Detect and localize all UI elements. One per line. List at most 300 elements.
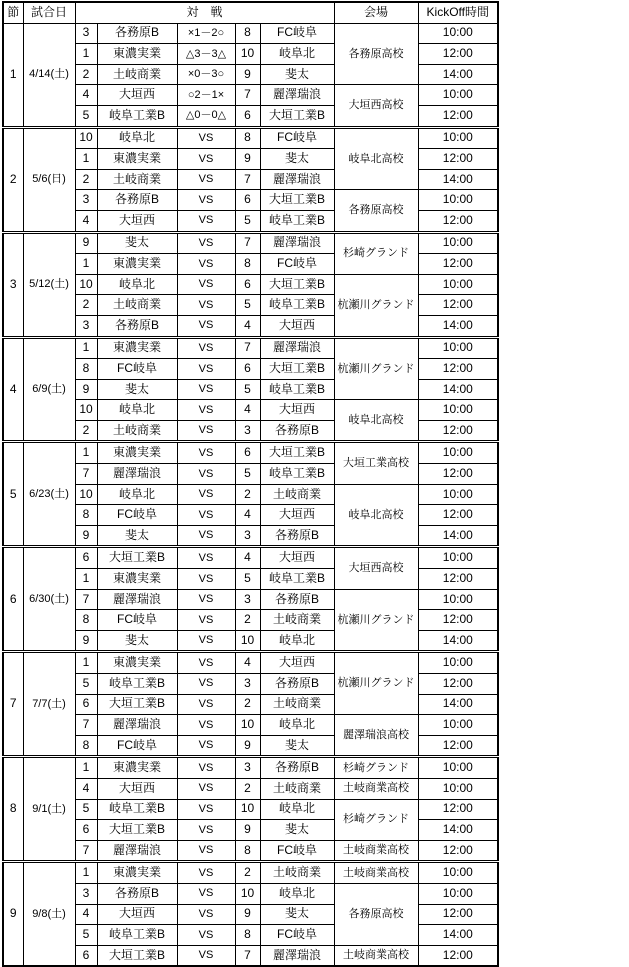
home-seed-cell: 1 — [75, 652, 97, 674]
vs-cell: VS — [177, 484, 235, 505]
vs-cell: VS — [177, 715, 235, 736]
match-date-cell: 5/12(土) — [23, 232, 75, 337]
away-seed-cell: 5 — [235, 379, 260, 400]
match-date-cell: 7/7(土) — [23, 652, 75, 757]
match-row — [3, 630, 498, 652]
home-seed-cell: 4 — [75, 904, 97, 925]
venue-cell: 杉崎グランド — [334, 232, 418, 274]
kickoff-time-cell: 12:00 — [418, 945, 498, 966]
away-team-cell: 大垣西 — [260, 505, 334, 526]
home-seed-cell: 1 — [75, 862, 97, 884]
vs-cell: VS — [177, 420, 235, 442]
away-seed-cell: 10 — [235, 715, 260, 736]
home-seed-cell: 5 — [75, 105, 97, 127]
kickoff-time-cell: 10:00 — [418, 274, 498, 295]
home-seed-cell: 2 — [75, 169, 97, 190]
venue-cell: 杉崎グランド — [334, 757, 418, 779]
match-row — [3, 232, 498, 254]
away-seed-cell: 4 — [235, 505, 260, 526]
match-row — [3, 254, 498, 275]
away-team-cell: 岐阜北 — [260, 799, 334, 820]
kickoff-time-cell: 12:00 — [418, 505, 498, 526]
away-team-cell: FC岐阜 — [260, 840, 334, 862]
home-seed-cell: 9 — [75, 525, 97, 547]
venue-cell: 各務原高校 — [334, 23, 418, 85]
home-team-cell: FC岐阜 — [97, 735, 177, 757]
away-team-cell: 大垣西 — [260, 400, 334, 421]
home-team-cell: 東濃実業 — [97, 337, 177, 359]
vs-cell: VS — [177, 379, 235, 400]
away-seed-cell: 7 — [235, 945, 260, 966]
match-row — [3, 169, 498, 190]
venue-cell: 土岐商業高校 — [334, 862, 418, 884]
score-cell: ×1－2○ — [177, 23, 235, 44]
kickoff-time-cell: 12:00 — [418, 735, 498, 757]
section-block-4 — [3, 337, 498, 442]
header-section: 節 — [3, 2, 23, 23]
home-seed-cell: 3 — [75, 23, 97, 44]
away-team-cell: 斐太 — [260, 820, 334, 841]
kickoff-time-cell: 12:00 — [418, 44, 498, 65]
home-team-cell: FC岐阜 — [97, 359, 177, 380]
match-row — [3, 379, 498, 400]
match-row — [3, 547, 498, 569]
section-block-2 — [3, 127, 498, 232]
match-row — [3, 210, 498, 232]
home-seed-cell: 10 — [75, 400, 97, 421]
venue-cell: 杭瀬川グランド — [334, 274, 418, 337]
away-seed-cell: 9 — [235, 820, 260, 841]
away-seed-cell: 5 — [235, 295, 260, 316]
match-row — [3, 274, 498, 295]
home-team-cell: 岐阜工業B — [97, 105, 177, 127]
score-cell: △3－3△ — [177, 44, 235, 65]
away-seed-cell: 6 — [235, 190, 260, 211]
away-seed-cell: 2 — [235, 484, 260, 505]
home-team-cell: 斐太 — [97, 232, 177, 254]
home-team-cell: 岐阜工業B — [97, 799, 177, 820]
kickoff-time-cell: 10:00 — [418, 883, 498, 904]
kickoff-time-cell: 10:00 — [418, 190, 498, 211]
kickoff-time-cell: 12:00 — [418, 840, 498, 862]
away-team-cell: 岐阜北 — [260, 44, 334, 65]
home-seed-cell: 10 — [75, 274, 97, 295]
home-seed-cell: 6 — [75, 820, 97, 841]
venue-cell: 土岐商業高校 — [334, 945, 418, 966]
home-seed-cell: 6 — [75, 945, 97, 966]
away-seed-cell: 10 — [235, 630, 260, 652]
match-row — [3, 105, 498, 127]
vs-cell: VS — [177, 464, 235, 485]
home-team-cell: 岐阜工業B — [97, 674, 177, 695]
vs-cell: VS — [177, 254, 235, 275]
home-seed-cell: 9 — [75, 630, 97, 652]
away-team-cell: 岐阜工業B — [260, 379, 334, 400]
match-date-cell: 5/6(日) — [23, 127, 75, 232]
home-seed-cell: 2 — [75, 64, 97, 85]
home-team-cell: 各務原B — [97, 883, 177, 904]
away-team-cell: 各務原B — [260, 420, 334, 442]
home-team-cell: 岐阜北 — [97, 400, 177, 421]
kickoff-time-cell: 12:00 — [418, 674, 498, 695]
kickoff-time-cell: 12:00 — [418, 569, 498, 590]
venue-cell: 土岐商業高校 — [334, 778, 418, 799]
vs-cell: VS — [177, 505, 235, 526]
home-seed-cell: 5 — [75, 674, 97, 695]
home-seed-cell: 1 — [75, 757, 97, 779]
venue-cell: 土岐商業高校 — [334, 840, 418, 862]
home-team-cell: 各務原B — [97, 315, 177, 337]
match-row — [3, 420, 498, 442]
match-row — [3, 85, 498, 106]
home-team-cell: 土岐商業 — [97, 64, 177, 85]
home-seed-cell: 1 — [75, 254, 97, 275]
vs-cell: VS — [177, 840, 235, 862]
match-row — [3, 190, 498, 211]
home-seed-cell: 1 — [75, 337, 97, 359]
away-seed-cell: 10 — [235, 44, 260, 65]
away-seed-cell: 3 — [235, 420, 260, 442]
score-cell: ○2－1× — [177, 85, 235, 106]
header-kickoff-time: KickOff時間 — [418, 2, 498, 23]
home-team-cell: 大垣工業B — [97, 820, 177, 841]
vs-cell: VS — [177, 883, 235, 904]
match-row — [3, 925, 498, 946]
away-seed-cell: 4 — [235, 400, 260, 421]
match-row — [3, 44, 498, 65]
section-number-cell: 9 — [3, 862, 23, 966]
section-block-8 — [3, 757, 498, 862]
match-row — [3, 484, 498, 505]
home-team-cell: 各務原B — [97, 23, 177, 44]
away-team-cell: 岐阜工業B — [260, 464, 334, 485]
away-team-cell: FC岐阜 — [260, 925, 334, 946]
vs-cell: VS — [177, 735, 235, 757]
away-seed-cell: 6 — [235, 274, 260, 295]
score-cell: △0－0△ — [177, 105, 235, 127]
match-row — [3, 904, 498, 925]
away-team-cell: 斐太 — [260, 64, 334, 85]
vs-cell: VS — [177, 210, 235, 232]
kickoff-time-cell: 14:00 — [418, 925, 498, 946]
away-seed-cell: 8 — [235, 23, 260, 44]
away-seed-cell: 9 — [235, 735, 260, 757]
away-team-cell: 大垣西 — [260, 547, 334, 569]
section-block-1 — [3, 23, 498, 127]
kickoff-time-cell: 12:00 — [418, 464, 498, 485]
home-seed-cell: 7 — [75, 715, 97, 736]
home-team-cell: 大垣工業B — [97, 547, 177, 569]
away-seed-cell: 6 — [235, 359, 260, 380]
away-seed-cell: 5 — [235, 569, 260, 590]
kickoff-time-cell: 12:00 — [418, 799, 498, 820]
kickoff-time-cell: 12:00 — [418, 359, 498, 380]
home-team-cell: FC岐阜 — [97, 505, 177, 526]
vs-cell: VS — [177, 778, 235, 799]
home-team-cell: 大垣工業B — [97, 945, 177, 966]
kickoff-time-cell: 12:00 — [418, 254, 498, 275]
home-seed-cell: 7 — [75, 589, 97, 610]
home-team-cell: 東濃実業 — [97, 652, 177, 674]
away-team-cell: 麗澤瑞浪 — [260, 945, 334, 966]
vs-cell: VS — [177, 547, 235, 569]
away-team-cell: 各務原B — [260, 757, 334, 779]
away-team-cell: 大垣工業B — [260, 274, 334, 295]
kickoff-time-cell: 12:00 — [418, 420, 498, 442]
home-team-cell: 斐太 — [97, 630, 177, 652]
kickoff-time-cell: 12:00 — [418, 105, 498, 127]
match-date-cell: 4/14(土) — [23, 23, 75, 127]
header-row — [3, 2, 498, 23]
away-team-cell: 岐阜工業B — [260, 295, 334, 316]
home-seed-cell: 2 — [75, 420, 97, 442]
vs-cell: VS — [177, 757, 235, 779]
away-seed-cell: 5 — [235, 210, 260, 232]
venue-cell: 麗澤瑞浪高校 — [334, 715, 418, 757]
away-team-cell: 各務原B — [260, 589, 334, 610]
vs-cell: VS — [177, 400, 235, 421]
home-seed-cell: 5 — [75, 799, 97, 820]
kickoff-time-cell: 10:00 — [418, 442, 498, 464]
kickoff-time-cell: 10:00 — [418, 337, 498, 359]
kickoff-time-cell: 10:00 — [418, 232, 498, 254]
vs-cell: VS — [177, 862, 235, 884]
away-team-cell: 斐太 — [260, 149, 334, 170]
kickoff-time-cell: 14:00 — [418, 379, 498, 400]
kickoff-time-cell: 12:00 — [418, 610, 498, 631]
vs-cell: VS — [177, 925, 235, 946]
home-seed-cell: 6 — [75, 694, 97, 715]
home-seed-cell: 1 — [75, 44, 97, 65]
home-seed-cell: 1 — [75, 442, 97, 464]
vs-cell: VS — [177, 694, 235, 715]
match-row — [3, 315, 498, 337]
kickoff-time-cell: 14:00 — [418, 315, 498, 337]
score-cell: ×0－3○ — [177, 64, 235, 85]
match-date-cell: 6/23(土) — [23, 442, 75, 547]
away-seed-cell: 4 — [235, 547, 260, 569]
match-row — [3, 735, 498, 757]
away-team-cell: FC岐阜 — [260, 254, 334, 275]
away-team-cell: 大垣工業B — [260, 190, 334, 211]
vs-cell: VS — [177, 674, 235, 695]
home-team-cell: 麗澤瑞浪 — [97, 464, 177, 485]
away-seed-cell: 5 — [235, 464, 260, 485]
home-seed-cell: 10 — [75, 127, 97, 149]
away-team-cell: 大垣西 — [260, 652, 334, 674]
away-team-cell: 岐阜工業B — [260, 569, 334, 590]
match-row — [3, 652, 498, 674]
vs-cell: VS — [177, 610, 235, 631]
away-seed-cell: 2 — [235, 610, 260, 631]
venue-cell: 岐阜北高校 — [334, 484, 418, 547]
away-team-cell: 斐太 — [260, 904, 334, 925]
kickoff-time-cell: 10:00 — [418, 23, 498, 44]
section-number-cell: 4 — [3, 337, 23, 442]
away-seed-cell: 7 — [235, 232, 260, 254]
kickoff-time-cell: 14:00 — [418, 694, 498, 715]
header-match-date: 試合日 — [23, 2, 75, 23]
away-team-cell: 土岐商業 — [260, 778, 334, 799]
section-block-5 — [3, 442, 498, 547]
away-seed-cell: 8 — [235, 925, 260, 946]
vs-cell: VS — [177, 337, 235, 359]
away-team-cell: 土岐商業 — [260, 484, 334, 505]
home-seed-cell: 8 — [75, 735, 97, 757]
match-row — [3, 757, 498, 779]
home-team-cell: 麗澤瑞浪 — [97, 589, 177, 610]
away-seed-cell: 8 — [235, 840, 260, 862]
kickoff-time-cell: 14:00 — [418, 169, 498, 190]
venue-cell: 大垣西高校 — [334, 85, 418, 127]
home-seed-cell: 9 — [75, 379, 97, 400]
away-team-cell: 土岐商業 — [260, 610, 334, 631]
home-team-cell: 岐阜工業B — [97, 925, 177, 946]
away-team-cell: 大垣工業B — [260, 359, 334, 380]
kickoff-time-cell: 12:00 — [418, 149, 498, 170]
home-seed-cell: 2 — [75, 295, 97, 316]
home-team-cell: FC岐阜 — [97, 610, 177, 631]
away-seed-cell: 8 — [235, 254, 260, 275]
vs-cell: VS — [177, 442, 235, 464]
kickoff-time-cell: 12:00 — [418, 904, 498, 925]
venue-cell: 岐阜北高校 — [334, 127, 418, 190]
home-seed-cell: 8 — [75, 505, 97, 526]
away-seed-cell: 8 — [235, 127, 260, 149]
away-team-cell: 麗澤瑞浪 — [260, 337, 334, 359]
section-block-3 — [3, 232, 498, 337]
vs-cell: VS — [177, 359, 235, 380]
match-row — [3, 715, 498, 736]
venue-cell: 杭瀬川グランド — [334, 337, 418, 400]
away-team-cell: FC岐阜 — [260, 23, 334, 44]
home-team-cell: 岐阜北 — [97, 484, 177, 505]
kickoff-time-cell: 10:00 — [418, 547, 498, 569]
away-seed-cell: 2 — [235, 862, 260, 884]
section-block-9 — [3, 862, 498, 966]
match-row — [3, 778, 498, 799]
vs-cell: VS — [177, 945, 235, 966]
home-team-cell: 東濃実業 — [97, 254, 177, 275]
home-team-cell: 斐太 — [97, 525, 177, 547]
home-team-cell: 麗澤瑞浪 — [97, 840, 177, 862]
match-row — [3, 359, 498, 380]
vs-cell: VS — [177, 274, 235, 295]
venue-cell: 杭瀬川グランド — [334, 652, 418, 715]
home-seed-cell: 5 — [75, 925, 97, 946]
kickoff-time-cell: 10:00 — [418, 127, 498, 149]
section-block-6 — [3, 547, 498, 652]
vs-cell: VS — [177, 569, 235, 590]
match-row — [3, 945, 498, 966]
away-seed-cell: 9 — [235, 904, 260, 925]
away-team-cell: 麗澤瑞浪 — [260, 85, 334, 106]
kickoff-time-cell: 10:00 — [418, 715, 498, 736]
match-row — [3, 525, 498, 547]
match-row — [3, 442, 498, 464]
home-team-cell: 土岐商業 — [97, 420, 177, 442]
kickoff-time-cell: 14:00 — [418, 820, 498, 841]
venue-cell: 各務原高校 — [334, 190, 418, 232]
match-row — [3, 295, 498, 316]
home-seed-cell: 4 — [75, 210, 97, 232]
match-date-cell: 9/1(土) — [23, 757, 75, 862]
home-seed-cell: 8 — [75, 610, 97, 631]
away-team-cell: 土岐商業 — [260, 862, 334, 884]
home-seed-cell: 7 — [75, 840, 97, 862]
vs-cell: VS — [177, 315, 235, 337]
home-team-cell: 土岐商業 — [97, 169, 177, 190]
venue-cell: 杉崎グランド — [334, 799, 418, 840]
home-team-cell: 岐阜北 — [97, 127, 177, 149]
match-row — [3, 862, 498, 884]
kickoff-time-cell: 10:00 — [418, 484, 498, 505]
match-row — [3, 589, 498, 610]
match-row — [3, 883, 498, 904]
section-number-cell: 1 — [3, 23, 23, 127]
away-seed-cell: 3 — [235, 674, 260, 695]
away-team-cell: 岐阜北 — [260, 630, 334, 652]
vs-cell: VS — [177, 589, 235, 610]
match-row — [3, 127, 498, 149]
match-row — [3, 149, 498, 170]
home-seed-cell: 10 — [75, 484, 97, 505]
home-team-cell: 麗澤瑞浪 — [97, 715, 177, 736]
venue-cell: 大垣工業高校 — [334, 442, 418, 484]
away-seed-cell: 9 — [235, 149, 260, 170]
match-row — [3, 464, 498, 485]
match-row — [3, 674, 498, 695]
away-team-cell: 岐阜北 — [260, 715, 334, 736]
section-number-cell: 3 — [3, 232, 23, 337]
away-seed-cell: 6 — [235, 105, 260, 127]
vs-cell: VS — [177, 799, 235, 820]
away-seed-cell: 7 — [235, 85, 260, 106]
home-seed-cell: 9 — [75, 232, 97, 254]
away-seed-cell: 10 — [235, 799, 260, 820]
away-team-cell: 斐太 — [260, 735, 334, 757]
home-seed-cell: 6 — [75, 547, 97, 569]
vs-cell: VS — [177, 232, 235, 254]
home-team-cell: 東濃実業 — [97, 149, 177, 170]
home-seed-cell: 3 — [75, 190, 97, 211]
home-team-cell: 大垣西 — [97, 85, 177, 106]
venue-cell: 杭瀬川グランド — [334, 589, 418, 652]
home-team-cell: 大垣西 — [97, 210, 177, 232]
vs-cell: VS — [177, 630, 235, 652]
kickoff-time-cell: 12:00 — [418, 210, 498, 232]
home-team-cell: 東濃実業 — [97, 442, 177, 464]
section-number-cell: 6 — [3, 547, 23, 652]
home-team-cell: 岐阜北 — [97, 274, 177, 295]
match-row — [3, 569, 498, 590]
league-schedule-table — [2, 1, 499, 967]
kickoff-time-cell: 10:00 — [418, 400, 498, 421]
match-row — [3, 400, 498, 421]
venue-cell: 各務原高校 — [334, 883, 418, 945]
schedule-table-container — [2, 1, 499, 967]
venue-cell: 大垣西高校 — [334, 547, 418, 589]
home-team-cell: 土岐商業 — [97, 295, 177, 316]
match-row — [3, 23, 498, 44]
match-date-cell: 6/9(土) — [23, 337, 75, 442]
home-seed-cell: 1 — [75, 149, 97, 170]
kickoff-time-cell: 10:00 — [418, 85, 498, 106]
vs-cell: VS — [177, 169, 235, 190]
home-seed-cell: 3 — [75, 315, 97, 337]
kickoff-time-cell: 10:00 — [418, 862, 498, 884]
vs-cell: VS — [177, 190, 235, 211]
